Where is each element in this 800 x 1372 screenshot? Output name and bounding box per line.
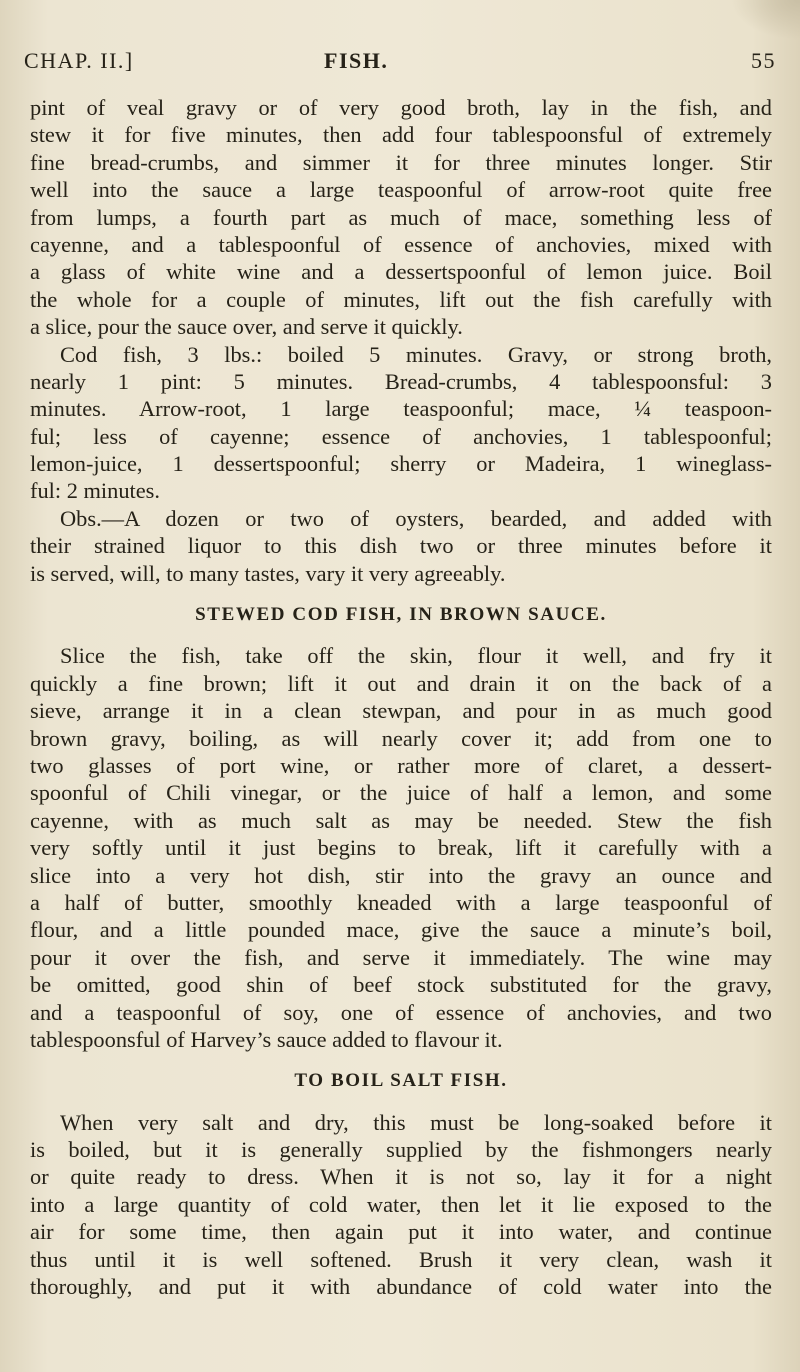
text-line: be omitted, good shin of beef stock substituted for the gravy, (30, 972, 772, 998)
text-line: a slice, pour the sauce over, and serve it quickly. (30, 314, 463, 340)
text-line: or quite ready to dress. When it is not so, lay it for a night (30, 1164, 772, 1190)
chapter-label: CHAP. II.] (24, 48, 134, 73)
text-line: pour it over the fish, and serve it immediately. The wine may (30, 944, 772, 970)
paragraph-salt-fish (30, 1109, 772, 1301)
text-line: cayenne, and a tablespoonful of essence of anchovies, mixed with (30, 231, 772, 257)
running-header (24, 48, 776, 80)
text-line: is boiled, but it is generally supplied by the fishmongers nearly (30, 1137, 772, 1163)
text-line: thoroughly, and put it with abundance of cold water into the (30, 1274, 772, 1300)
section-heading-stewed-cod: STEWED COD FISH, IN BROWN SAUCE. (195, 604, 607, 626)
text-line: very softly until it just begins to break, lift it carefully with a (30, 835, 772, 861)
text-line: Cod fish, 3 lbs.: boiled 5 minutes. Gravy, or strong broth, (60, 341, 772, 367)
text-line: nearly 1 pint: 5 minutes. Bread-crumbs, 4 tablespoonsful: 3 (30, 368, 772, 394)
text-line: a half of butter, smoothly kneaded with a large teaspoonful of (30, 889, 772, 915)
text-line: Obs.—A dozen or two of oysters, bearded, and added with (60, 505, 772, 531)
paragraph-stewed-cod (30, 642, 772, 1053)
text-line: is served, will, to many tastes, vary it very agreeably. (30, 560, 506, 586)
text-line: quickly a fine brown; lift it out and drain it on the back of a (30, 670, 772, 696)
text-line: fine bread-crumbs, and simmer it for three minutes longer. Stir (30, 149, 772, 175)
text-line: pint of veal gravy or of very good broth, lay in the fish, and (30, 95, 772, 120)
text-line: their strained liquor to this dish two or three minutes before it (30, 533, 772, 559)
spacer (30, 628, 772, 642)
text-line: well into the sauce a large teaspoonful of arrow-root quite free (30, 177, 772, 203)
text-line: air for some time, then again put it into water, and continue (30, 1219, 772, 1245)
paragraph-continuation (30, 94, 772, 341)
text-line: sieve, arrange it in a clean stewpan, and pour in as much good (30, 698, 772, 724)
recipe-summary (30, 341, 772, 505)
text-line: When very salt and dry, this must be long-soaked before it (60, 1109, 772, 1135)
running-title: FISH. (324, 48, 389, 73)
page-corner-shading (730, 0, 800, 40)
spacer (30, 1053, 772, 1067)
text-line: a glass of white wine and a dessertspoonful of lemon juice. Boil (30, 259, 772, 285)
text-line: spoonful of Chili vinegar, or the juice of half a lemon, and some (30, 780, 772, 806)
text-line: from lumps, a fourth part as much of mace, something less of (30, 204, 772, 230)
text-line: tablespoonsful of Harvey’s sauce added to flavour it. (30, 1026, 503, 1052)
text-line: Slice the fish, take off the skin, flour it well, and fry it (60, 643, 772, 669)
text-line: into a large quantity of cold water, then let it lie exposed to the (30, 1191, 772, 1217)
text-line: ful; less of cayenne; essence of anchovies, 1 tablespoonful; (30, 423, 772, 449)
observation-note (30, 505, 772, 587)
text-line: flour, and a little pounded mace, give the sauce a minute’s boil, (30, 917, 772, 943)
text-line: the whole for a couple of minutes, lift out the fish carefully with (30, 286, 772, 312)
page-body (30, 94, 772, 1300)
spacer (30, 587, 772, 601)
text-line: thus until it is well softened. Brush it very clean, wash it (30, 1246, 772, 1272)
text-line: two glasses of port wine, or rather more of claret, a dessert- (30, 752, 772, 778)
section-heading-salt-fish: TO BOIL SALT FISH. (294, 1070, 508, 1092)
text-line: cayenne, with as much salt as may be needed. Stew the fish (30, 807, 772, 833)
text-line: brown gravy, boiling, as will nearly cover it; add from one to (30, 725, 772, 751)
text-line: stew it for five minutes, then add four tablespoonsful of extremely (30, 122, 772, 148)
text-line: and a teaspoonful of soy, one of essence of anchovies, and two (30, 999, 772, 1025)
text-line: minutes. Arrow-root, 1 large teaspoonful; mace, ¼ teaspoon- (30, 396, 772, 422)
page-number: 55 (751, 48, 776, 73)
spacer (30, 1095, 772, 1109)
text-line: slice into a very hot dish, stir into the gravy an ounce and (30, 862, 772, 888)
text-line: ful: 2 minutes. (30, 478, 160, 504)
text-line: lemon-juice, 1 dessertspoonful; sherry or Madeira, 1 wineglass- (30, 451, 772, 477)
